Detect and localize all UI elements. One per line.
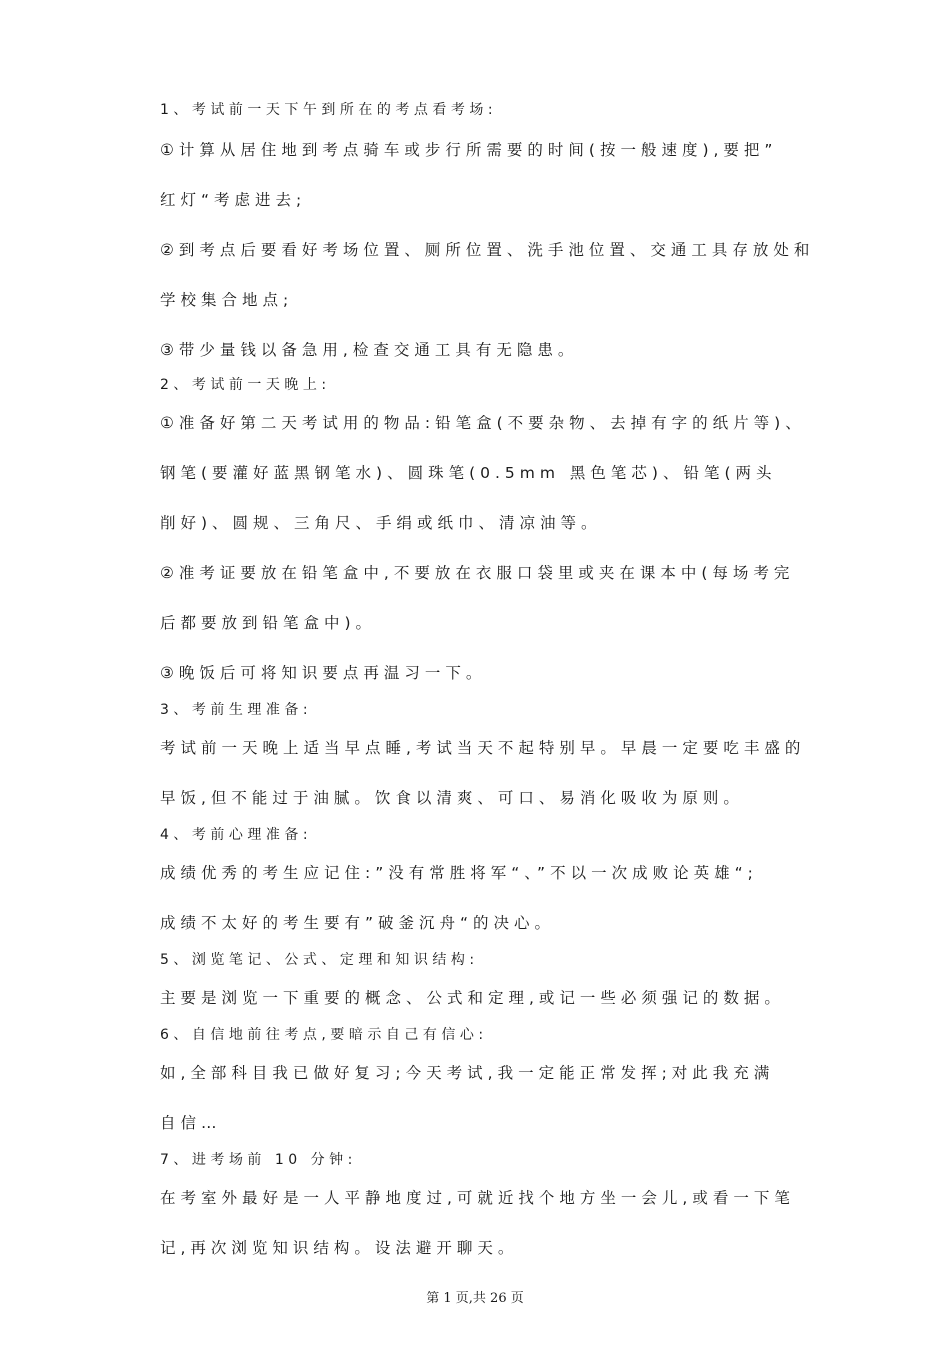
- paragraph-line: 考试前一天晚上适当早点睡,考试当天不起特别早。早晨一定要吃丰盛的: [160, 739, 806, 757]
- section-heading-4: 4、考前心理准备:: [160, 827, 313, 843]
- paragraph-line: ①准备好第二天考试用的物品:铅笔盒(不要杂物、去掉有字的纸片等)、: [160, 414, 806, 432]
- paragraph-line: ③带少量钱以备急用,检查交通工具有无隐患。: [160, 341, 579, 359]
- paragraph-line: 成绩不太好的考生要有”破釜沉舟“的决心。: [160, 914, 556, 932]
- paragraph-line: ②准考证要放在铅笔盒中,不要放在衣服口袋里或夹在课本中(每场考完: [160, 564, 795, 582]
- section-heading-5: 5、浏览笔记、公式、定理和知识结构:: [160, 952, 479, 968]
- paragraph-line: ①计算从居住地到考点骑车或步行所需要的时间(按一般速度),要把”: [160, 141, 778, 159]
- paragraph-line: 学校集合地点;: [160, 291, 294, 309]
- paragraph-line: 削好)、圆规、三角尺、手绢或纸巾、清凉油等。: [160, 514, 602, 532]
- paragraph-line: 主要是浏览一下重要的概念、公式和定理,或记一些必须强记的数据。: [160, 989, 785, 1007]
- paragraph-line: 后都要放到铅笔盒中)。: [160, 614, 377, 632]
- paragraph-line: ②到考点后要看好考场位置、厕所位置、洗手池位置、交通工具存放处和: [160, 241, 815, 259]
- paragraph-line: 红灯“考虑进去;: [160, 191, 307, 209]
- paragraph-line: 在考室外最好是一人平静地度过,可就近找个地方坐一会儿,或看一下笔: [160, 1189, 795, 1207]
- section-heading-7: 7、进考场前 10 分钟:: [160, 1152, 357, 1168]
- section-heading-6: 6、自信地前往考点,要暗示自己有信心:: [160, 1027, 488, 1043]
- paragraph-line: 如,全部科目我已做好复习;今天考试,我一定能正常发挥;对此我充满: [160, 1064, 775, 1082]
- paragraph-line: 早饭,但不能过于油腻。饮食以清爽、可口、易消化吸收为原则。: [160, 789, 744, 807]
- section-heading-3: 3、考前生理准备:: [160, 702, 313, 718]
- paragraph-line: 记,再次浏览知识结构。设法避开聊天。: [160, 1239, 519, 1257]
- page-number-footer: 第 1 页,共 26 页: [426, 1291, 524, 1306]
- paragraph-line: 自信…: [160, 1114, 222, 1132]
- paragraph-line: 成绩优秀的考生应记住:”没有常胜将军“、”不以一次成败论英雄“;: [160, 864, 758, 882]
- section-heading-1: 1、考试前一天下午到所在的考点看考场:: [160, 102, 498, 118]
- paragraph-line: 钢笔(要灌好蓝黑钢笔水)、圆珠笔(0.5mm 黑色笔芯)、铅笔(两头: [160, 464, 777, 482]
- paragraph-line: ③晚饭后可将知识要点再温习一下。: [160, 664, 487, 682]
- section-heading-2: 2、考试前一天晚上:: [160, 377, 331, 393]
